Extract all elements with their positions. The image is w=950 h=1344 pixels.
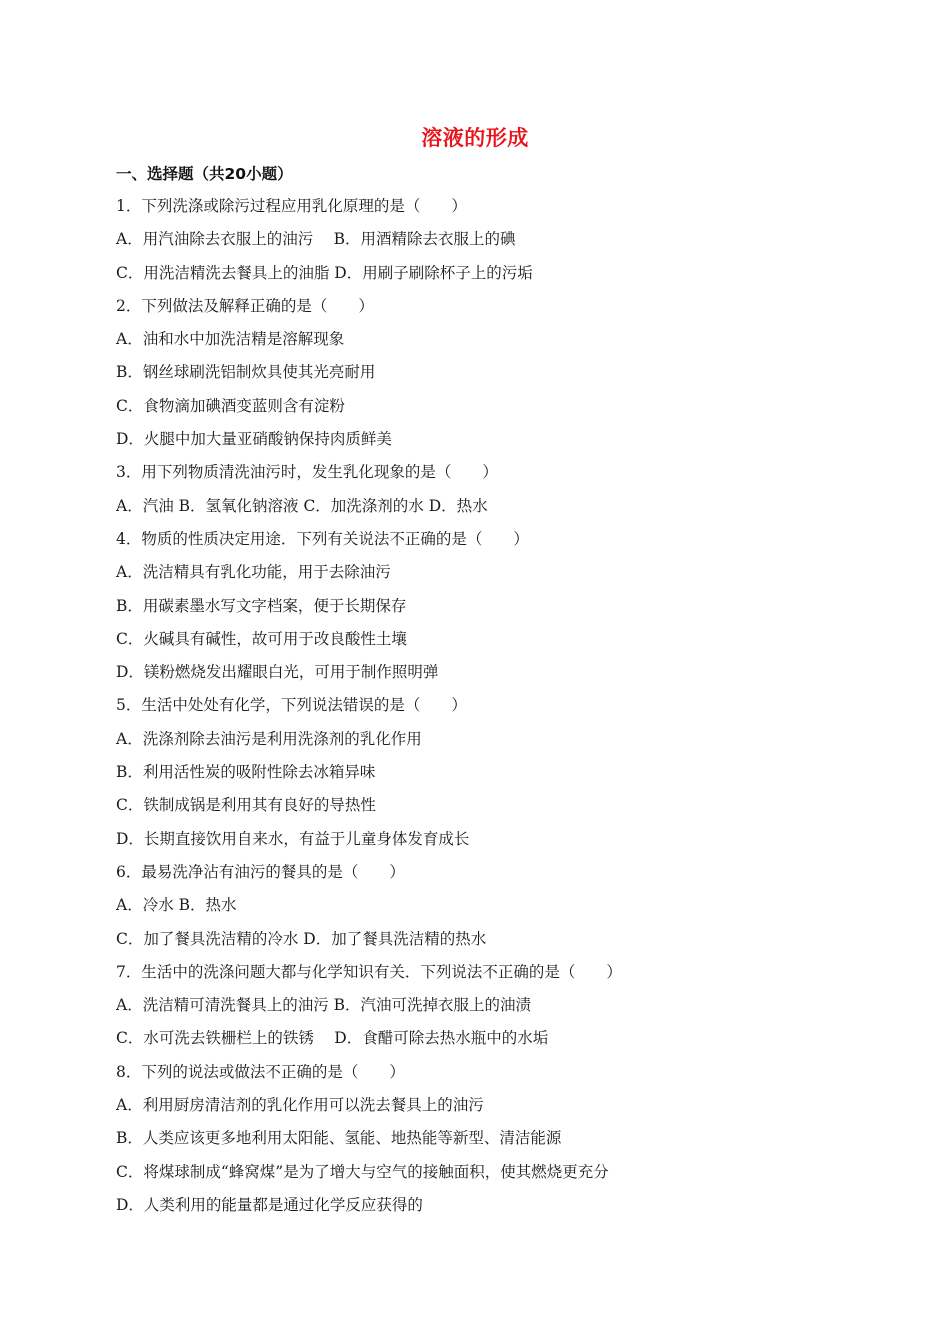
question-2-option-b: B．钢丝球刷洗铝制炊具使其光亮耐用 [116, 363, 376, 382]
question-8-stem: 8．下列的说法或做法不正确的是（ ） [116, 1062, 405, 1081]
question-2-stem: 2．下列做法及解释正确的是（ ） [116, 296, 374, 315]
question-7-options-ab: A．洗洁精可清洗餐具上的油污 B．汽油可洗掉衣服上的油渍 [116, 996, 532, 1015]
section-heading: 一、选择题（共20小题） [116, 165, 293, 183]
question-5-option-a: A．洗涤剂除去油污是利用洗涤剂的乳化作用 [116, 729, 422, 748]
question-4-option-a: A．洗洁精具有乳化功能，用于去除油污 [116, 563, 391, 582]
question-8-option-d: D．人类利用的能量都是通过化学反应获得的 [116, 1195, 423, 1214]
question-2-option-d: D．火腿中加大量亚硝酸钠保持肉质鲜美 [116, 430, 392, 449]
question-5-option-b: B．利用活性炭的吸附性除去冰箱异味 [116, 763, 376, 782]
question-2-option-a: A．油和水中加洗洁精是溶解现象 [116, 330, 345, 349]
question-1-options-cd: C．用洗洁精洗去餐具上的油脂 D．用刷子刷除杯子上的污垢 [116, 263, 533, 282]
question-5-option-d: D．长期直接饮用自来水，有益于儿童身体发育成长 [116, 829, 470, 848]
question-5-stem: 5．生活中处处有化学，下列说法错误的是（ ） [116, 696, 467, 715]
question-1-stem: 1．下列洗涤或除污过程应用乳化原理的是（ ） [116, 197, 467, 215]
question-3-options: A．汽油 B．氢氧化钠溶液 C．加洗涤剂的水 D．热水 [116, 496, 488, 515]
question-7-options-cd: C．水可洗去铁栅栏上的铁锈 D．食醋可除去热水瓶中的水垢 [116, 1029, 549, 1048]
question-6-options-cd: C．加了餐具洗洁精的冷水 D．加了餐具洗洁精的热水 [116, 929, 487, 948]
question-6-stem: 6．最易洗净沾有油污的餐具的是（ ） [116, 862, 405, 881]
question-3-stem: 3．用下列物质清洗油污时，发生乳化现象的是（ ） [116, 463, 498, 482]
question-4-option-b: B．用碳素墨水写文字档案，便于长期保存 [116, 596, 407, 615]
question-8-option-c: C．将煤球制成“蜂窝煤”是为了增大与空气的接触面积，使其燃烧更充分 [116, 1162, 609, 1181]
question-8-option-a: A．利用厨房清洁剂的乳化作用可以洗去餐具上的油污 [116, 1096, 484, 1115]
question-4-stem: 4．物质的性质决定用途．下列有关说法不正确的是（ ） [116, 529, 529, 548]
question-4-option-d: D．镁粉燃烧发出耀眼白光，可用于制作照明弹 [116, 663, 439, 682]
document-title: 溶液的形成 [421, 126, 529, 150]
question-list [116, 194, 836, 1226]
question-6-options-ab: A．冷水 B．热水 [116, 896, 237, 915]
question-7-stem: 7．生活中的洗涤问题大都与化学知识有关．下列说法不正确的是（ ） [116, 962, 622, 981]
question-8-option-b: B．人类应该更多地利用太阳能、氢能、地热能等新型、清洁能源 [116, 1129, 562, 1148]
question-5-option-c: C．铁制成锅是利用其有良好的导热性 [116, 796, 376, 815]
question-2-option-c: C．食物滴加碘酒变蓝则含有淀粉 [116, 396, 345, 415]
question-1-options-ab: A．用汽油除去衣服上的油污 B．用酒精除去衣服上的碘 [116, 230, 516, 249]
question-4-option-c: C．火碱具有碱性，故可用于改良酸性土壤 [116, 629, 407, 648]
